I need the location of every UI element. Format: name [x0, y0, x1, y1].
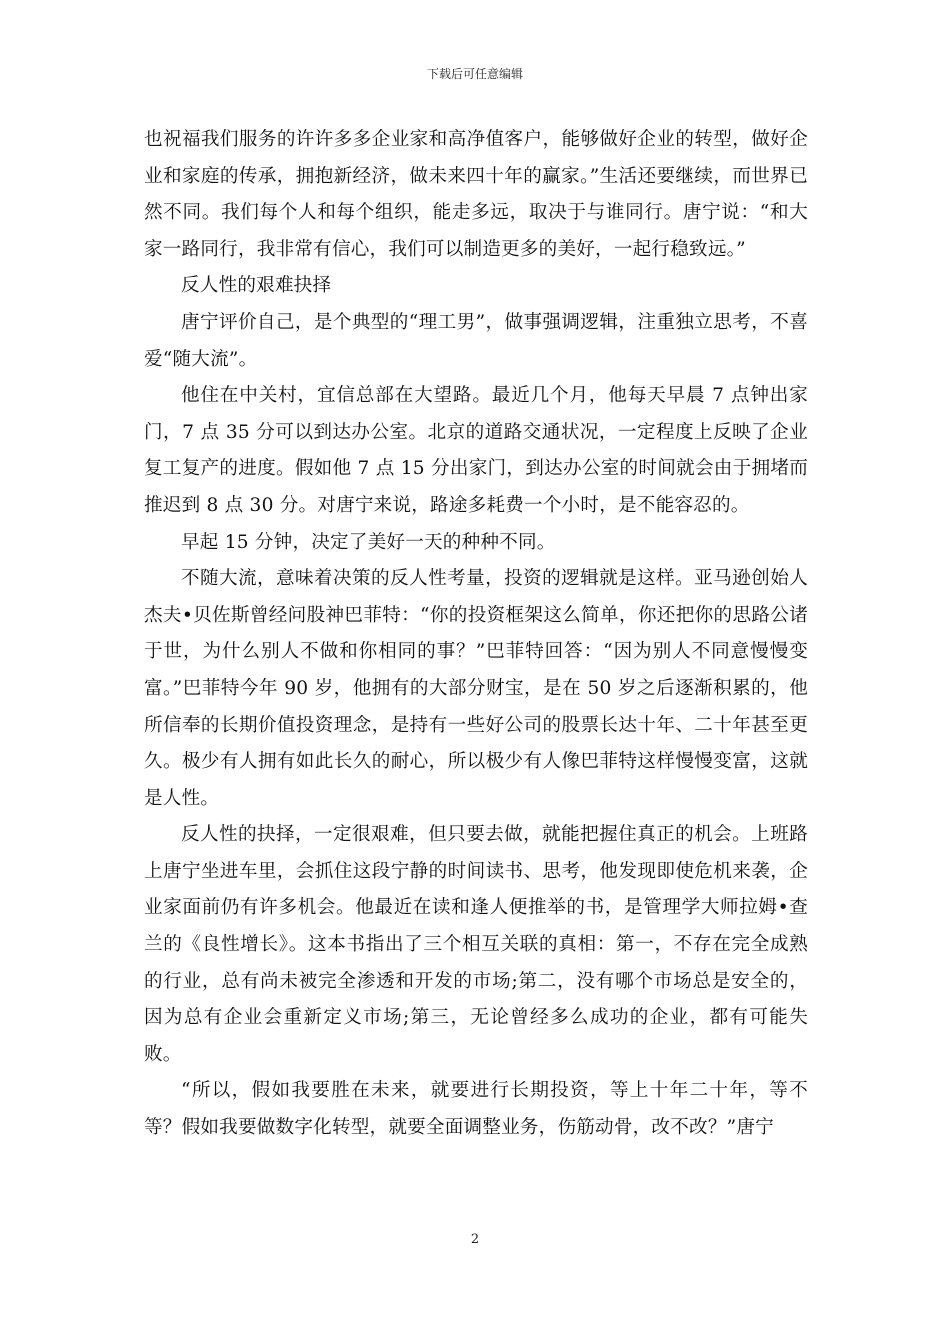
- paragraph-6: 不随大流，意味着决策的反人性考量，投资的逻辑就是这样。亚马逊创始人杰夫•贝佐斯曾经问股神巴菲特：“你的投资框架这么简单，你还把你的思路公诸于世，为什么别人不做和你相同的事？”巴菲特回答：“因为别人不同意慢慢变富。”巴菲特今年 90 岁，他拥有的大部分财宝，是在 50 岁之后逐渐积累的，他所信奉的长期价值投资理念，是持有一些好公司的股票长达十年、二十年甚至更久。极少有人拥有如此长久的耐心，所以极少有人像巴菲特这样慢慢变富，这就是人性。: [144, 568, 808, 809]
- page-number: 2: [470, 1232, 480, 1247]
- page-header: 下载后可任意编辑: [426, 67, 523, 81]
- paragraph-3: 唐宁评价自己，是个典型的“理工男”，做事强调逻辑，注重独立思考，不喜爱“随大流”。: [144, 311, 808, 370]
- document-body: [144, 122, 808, 1147]
- paragraph-5: 早起 15 分钟，决定了美好一天的种种不同。: [181, 531, 556, 553]
- section-heading: 反人性的艰难抉择: [181, 275, 332, 297]
- paragraph-4: 他住在中关村，宜信总部在大望路。最近几个月，他每天早晨 7 点钟出家门，7 点 35 分可以到达办公室。北京的道路交通状况，一定程度上反映了企业复工复产的进度。假如他 7 点 15 分出家门，到达办公室的时间就会由于拥堵而推迟到 8 点 30 分。对唐宁来说，路途多耗费一个小时，是不能容忍的。: [144, 385, 808, 516]
- paragraph-7: 反人性的抉择，一定很艰难，但只要去做，就能把握住真正的机会。上班路上唐宁坐进车里，会抓住这段宁静的时间读书、思考，他发现即使危机来袭，企业家面前仍有许多机会。他最近在读和逢人便推举的书，是管理学大师拉姆•查兰的《良性增长》。这本书指出了三个相互关联的真相：第一，不存在完全成熟的行业，总有尚未被完全渗透和开发的市场;第二，没有哪个市场总是安全的，因为总有企业会重新定义市场;第三，无论曾经多么成功的企业，都有可能失败。: [144, 824, 808, 1065]
- paragraph-8: “所以，假如我要胜在未来，就要进行长期投资，等上十年二十年，等不等？假如我要做数字化转型，就要全面调整业务，伤筋动骨，改不改？”唐宁: [144, 1080, 808, 1139]
- paragraph-1: 也祝福我们服务的许许多多企业家和高净值客户，能够做好企业的转型，做好企业和家庭的传承，拥抱新经济，做未来四十年的赢家。”生活还要继续，而世界已然不同。我们每个人和每个组织，能走多远，取决于与谁同行。唐宁说：“和大家一路同行，我非常有信心，我们可以制造更多的美好，一起行稳致远。”: [144, 129, 808, 260]
